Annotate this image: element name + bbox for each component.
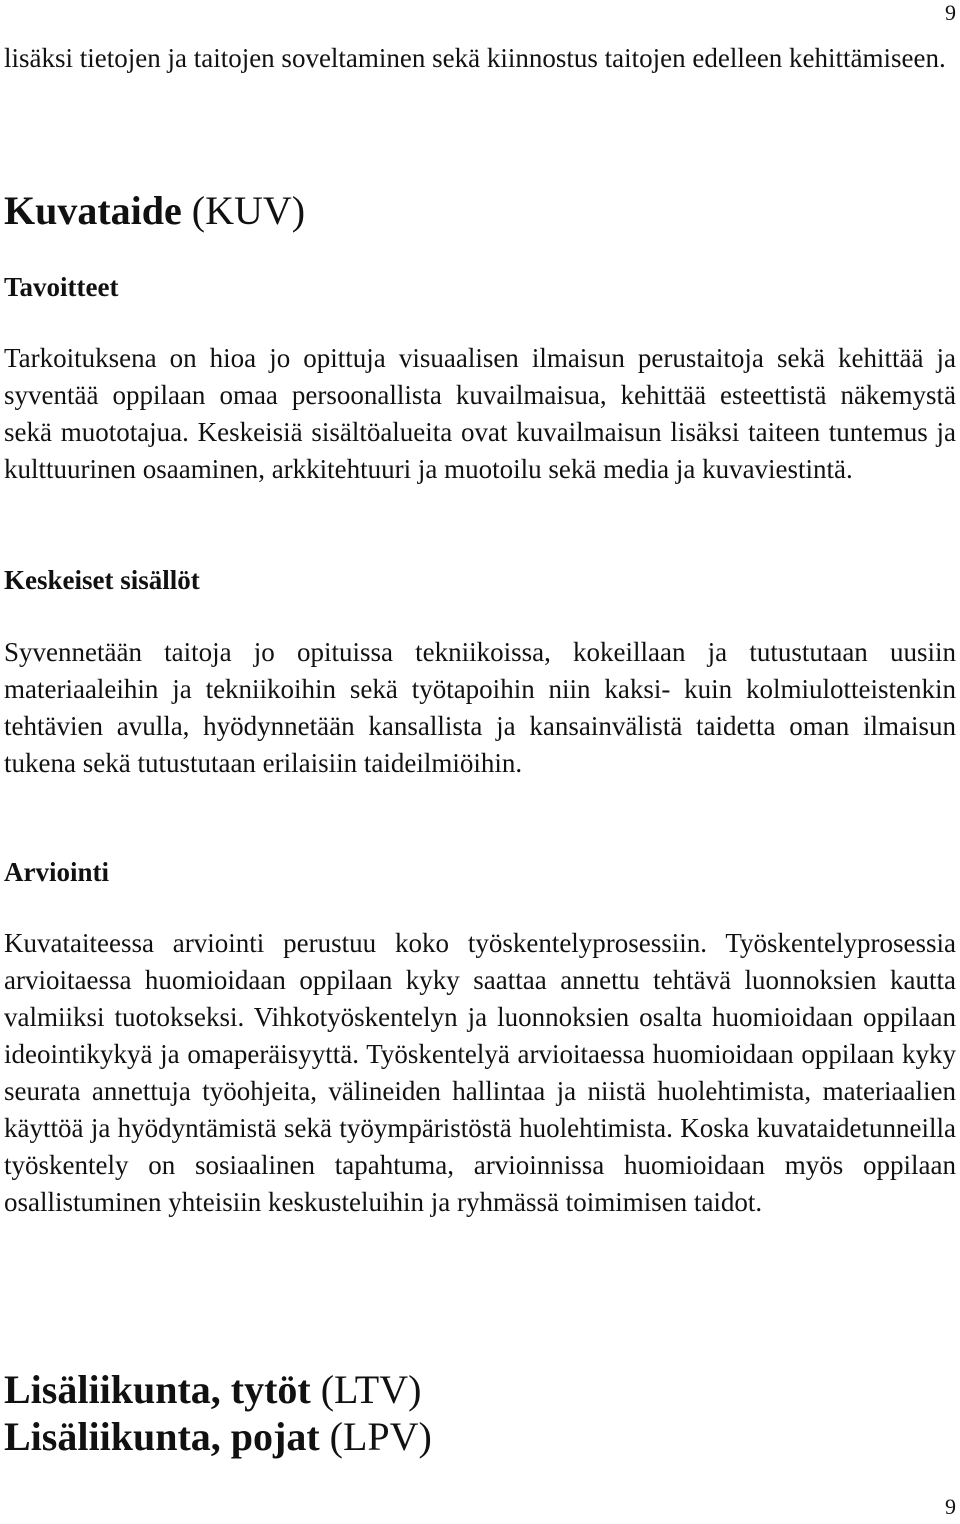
heading-keskeiset-sisallot: Keskeiset sisällöt <box>4 565 200 595</box>
assessment-paragraph: Kuvataiteessa arviointi perustuu koko työskentelyprosessiin. Työskentelyprosessia arvioitaessa huomioidaan oppilaan kyky saattaa annettu tehtävä luonnoksien kautta valmiiksi tuotokseksi. Vihkotyöskentelyn ja luonnoksien osalta huomioidaan oppilaan ideointikykyä ja omaperäisyyttä. Työskentelyä arvioitaessa huomioidaan oppilaan kyky seurata annettuja työohjeita, välineiden hallintaa ja niistä huolehtimista, materiaalien käyttöä ja hyödyntämistä sekä työympäristöstä huolehtimista. Koska kuvataidetunneilla työskentely on sosiaalinen tapahtuma, arvioinnissa huomioidaan myös oppilaan osallistuminen yhteisiin keskusteluihin ja ryhmässä toimimisen taidot. <box>4 928 956 1217</box>
content-paragraph: Syvennetään taitoja jo opituissa tekniikoissa, kokeillaan ja tutustutaan uusiin materiaaleihin ja tekniikoihin sekä työtapoihin niin kaksi- kuin kolmiulotteistenkin tehtävien avulla, hyödynnetään kansallista ja kansainvälistä taidetta oman ilmaisun tukena sekä tutustutaan erilaisiin taideilmiöihin. <box>4 637 956 778</box>
section-title-lisaliikunta-pojat <box>4 1414 432 1460</box>
section-title-kuvataide-code: (KUV) <box>191 188 306 233</box>
section-title-kuvataide <box>4 188 305 234</box>
section-title-kuvataide-name: Kuvataide <box>4 188 182 233</box>
heading-tavoitteet: Tavoitteet <box>4 272 119 302</box>
intro-paragraph: lisäksi tietojen ja taitojen soveltaminen sekä kiinnostus taitojen edelleen kehittämiseen. <box>4 43 946 73</box>
heading-arviointi: Arviointi <box>4 857 109 887</box>
section-title-ltv-name: Lisäliikunta, tytöt <box>4 1367 311 1412</box>
section-title-ltv-code: (LTV) <box>320 1367 422 1412</box>
goals-paragraph: Tarkoituksena on hioa jo opittuja visuaalisen ilmaisun perustaitoja sekä kehittää ja syventää oppilaan omaa persoonallista kuvailmaisua, kehittää esteettistä näkemystä sekä muototajua. Keskeisiä sisältöalueita ovat kuvailmaisun lisäksi taiteen tuntemus ja kulttuurinen osaaminen, arkkitehtuuri ja muotoilu sekä media ja kuvaviestintä. <box>4 343 956 484</box>
page-number-bottom: 9 <box>945 1494 956 1519</box>
page-number-top: 9 <box>945 0 956 25</box>
section-title-lpv-code: (LPV) <box>329 1414 432 1459</box>
section-title-lpv-name: Lisäliikunta, pojat <box>4 1414 320 1459</box>
section-title-lisaliikunta-tytot <box>4 1367 421 1413</box>
